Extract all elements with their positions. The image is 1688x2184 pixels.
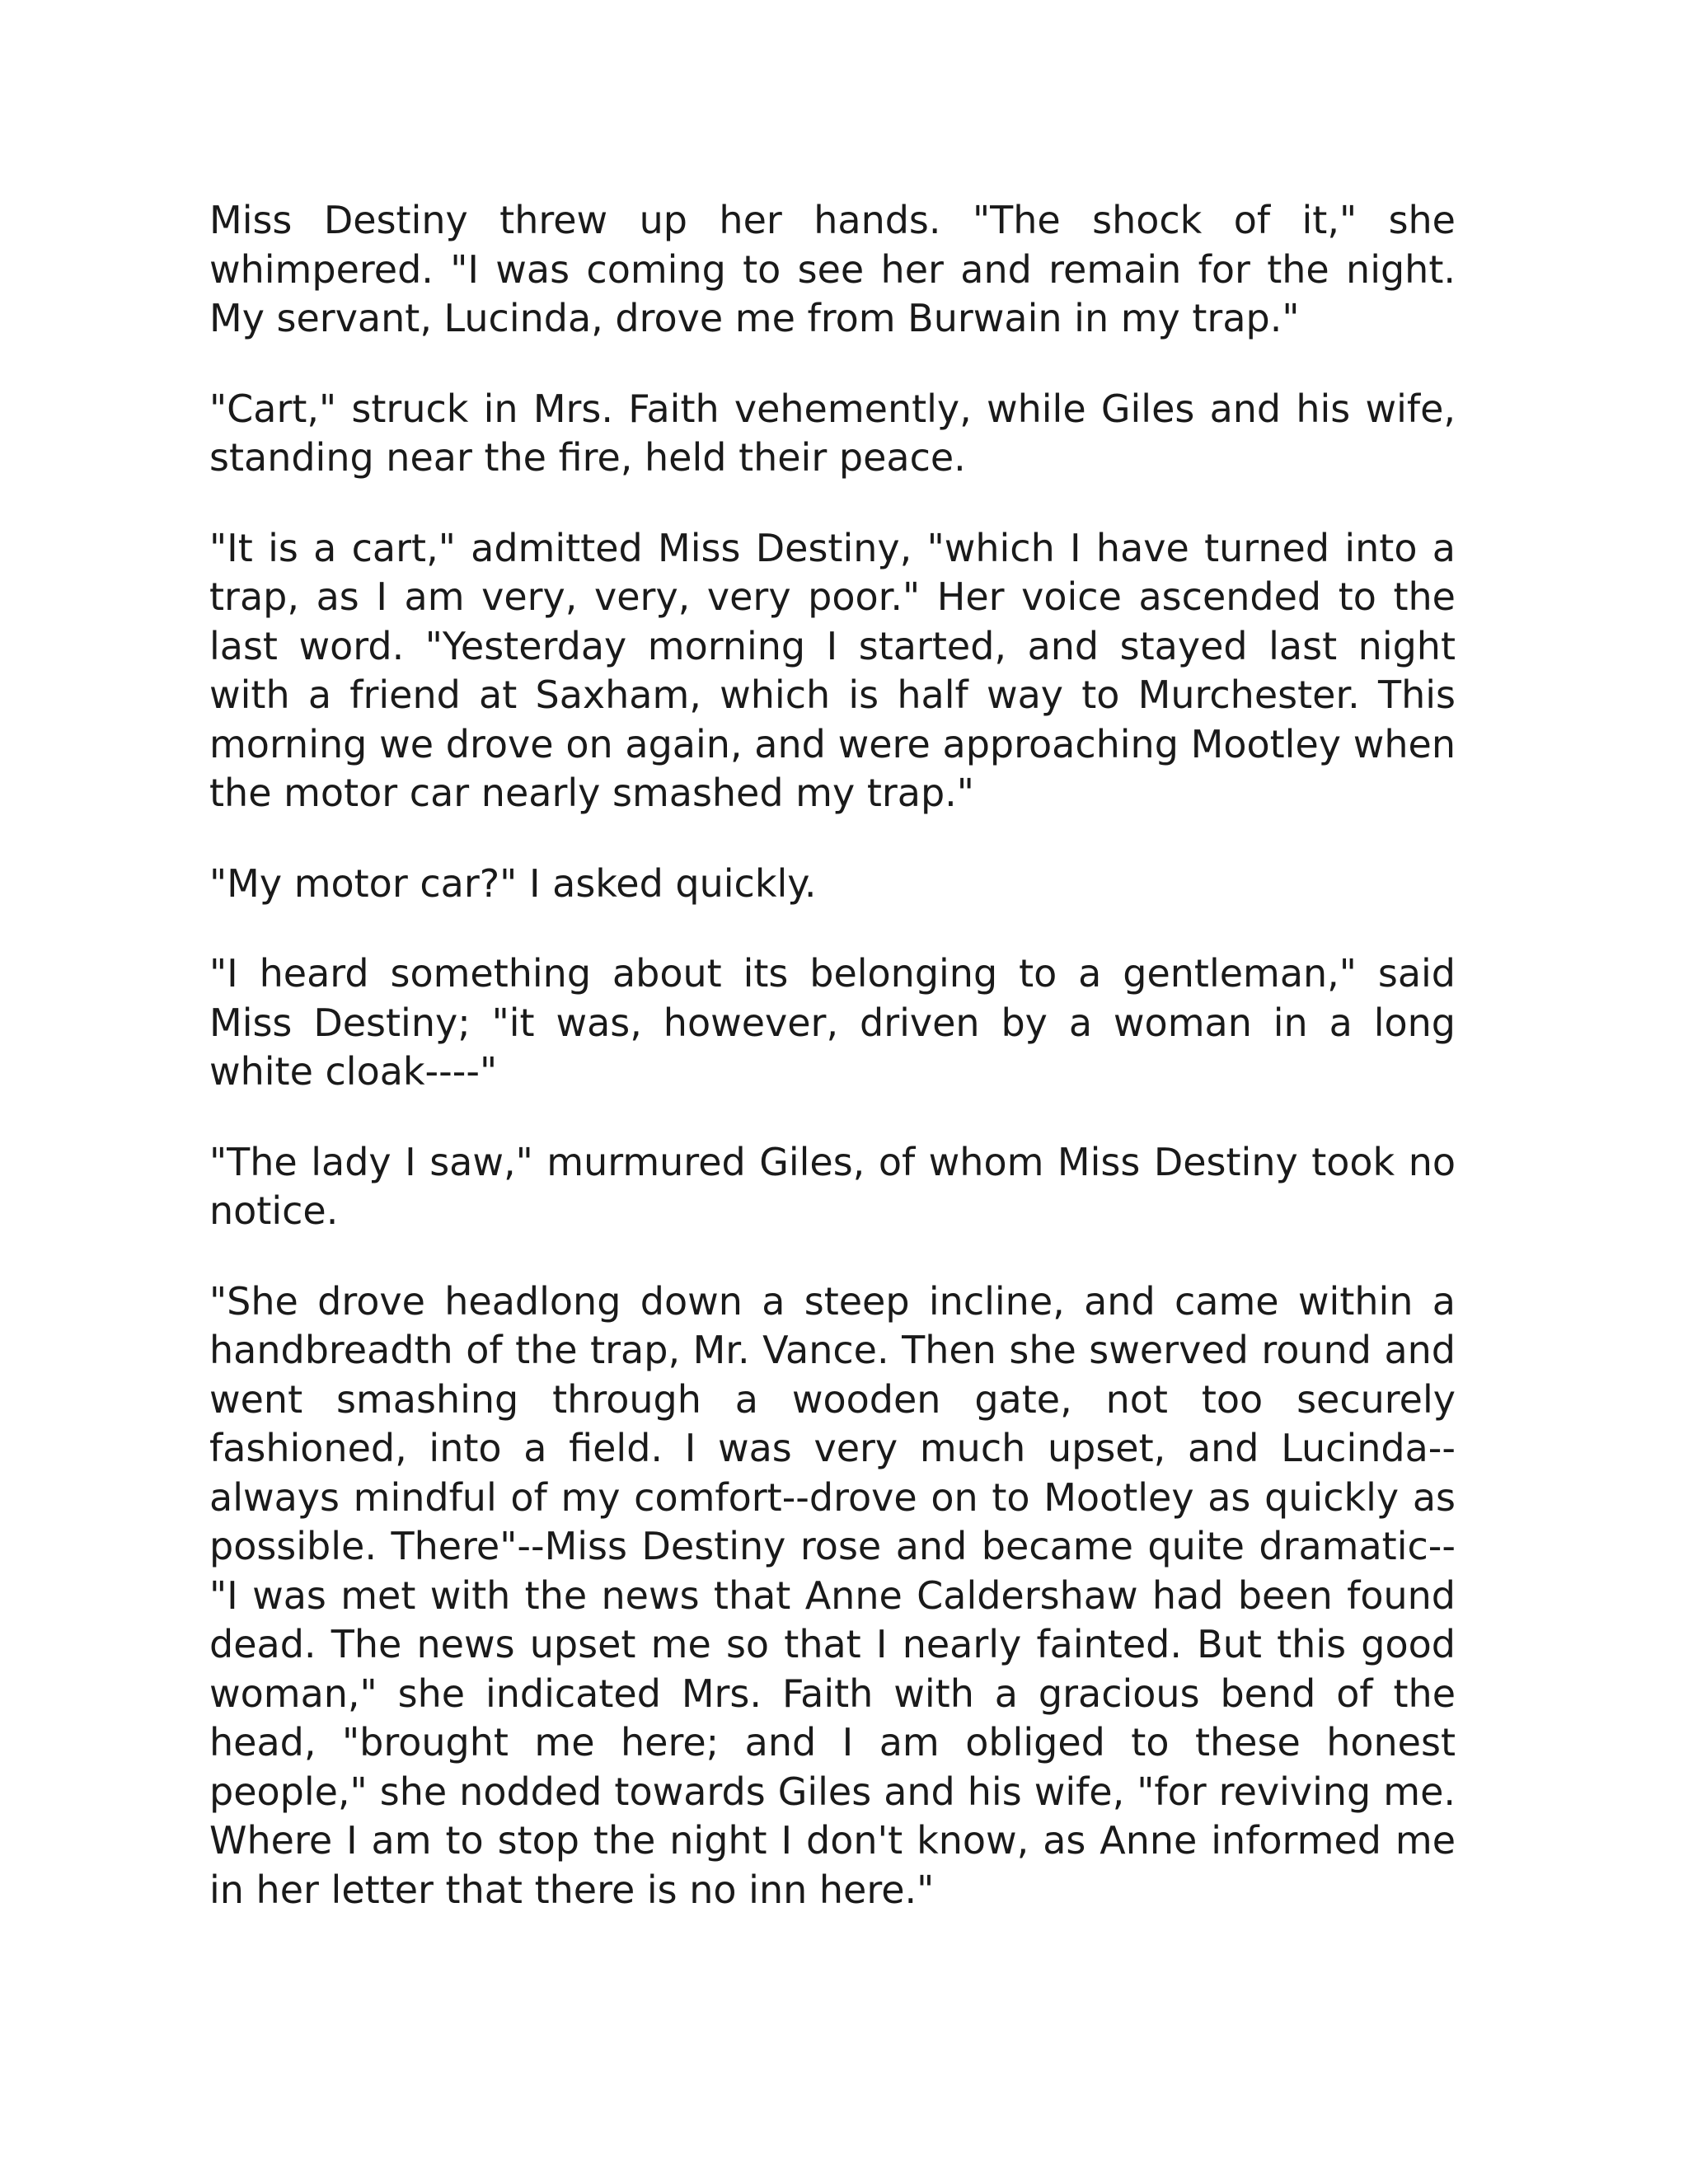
paragraph: "Cart," struck in Mrs. Faith vehemently, while Giles and his wife, standing near the fire, held their peace. bbox=[209, 386, 1456, 480]
page-body bbox=[209, 196, 1456, 1956]
paragraph: "The lady I saw," murmured Giles, of whom Miss Destiny took no notice. bbox=[209, 1139, 1456, 1233]
paragraph: "It is a cart," admitted Miss Destiny, "which I have turned into a trap, as I am very, very, very poor." Her voice ascended to the last word. "Yesterday morning I started, and stayed last night with a friend at Saxham, which is half way to Murchester. This morning we drove on again, and were approaching Mootley when the motor car nearly smashed my trap." bbox=[209, 525, 1456, 815]
paragraph: Miss Destiny threw up her hands. "The shock of it," she whimpered. "I was coming to see her and remain for the night. My servant, Lucinda, drove me from Burwain in my trap." bbox=[209, 198, 1456, 340]
paragraph: "She drove headlong down a steep incline, and came within a handbreadth of the trap, Mr. Vance. Then she swerved round and went smashing through a wooden gate, not too securely fashioned, into a field. I was very much upset, and Lucinda--always mindful of my comfort--drove on to Mootley as quickly as possible. There"--Miss Destiny rose and became quite dramatic--"I was met with the news that Anne Caldershaw had been found dead. The news upset me so that I nearly fainted. But this good woman," she indicated Mrs. Faith with a gracious bend of the head, "brought me here; and I am obliged to these honest people," she nodded towards Giles and his wife, "for reviving me. Where I am to stop the night I don't know, as Anne informed me in her letter that there is no inn here." bbox=[209, 1278, 1456, 1912]
paragraph: "My motor car?" I asked quickly. bbox=[209, 860, 817, 906]
paragraph: "I heard something about its belonging to a gentleman," said Miss Destiny; "it was, however, driven by a woman in a long white cloak----" bbox=[209, 951, 1456, 1094]
